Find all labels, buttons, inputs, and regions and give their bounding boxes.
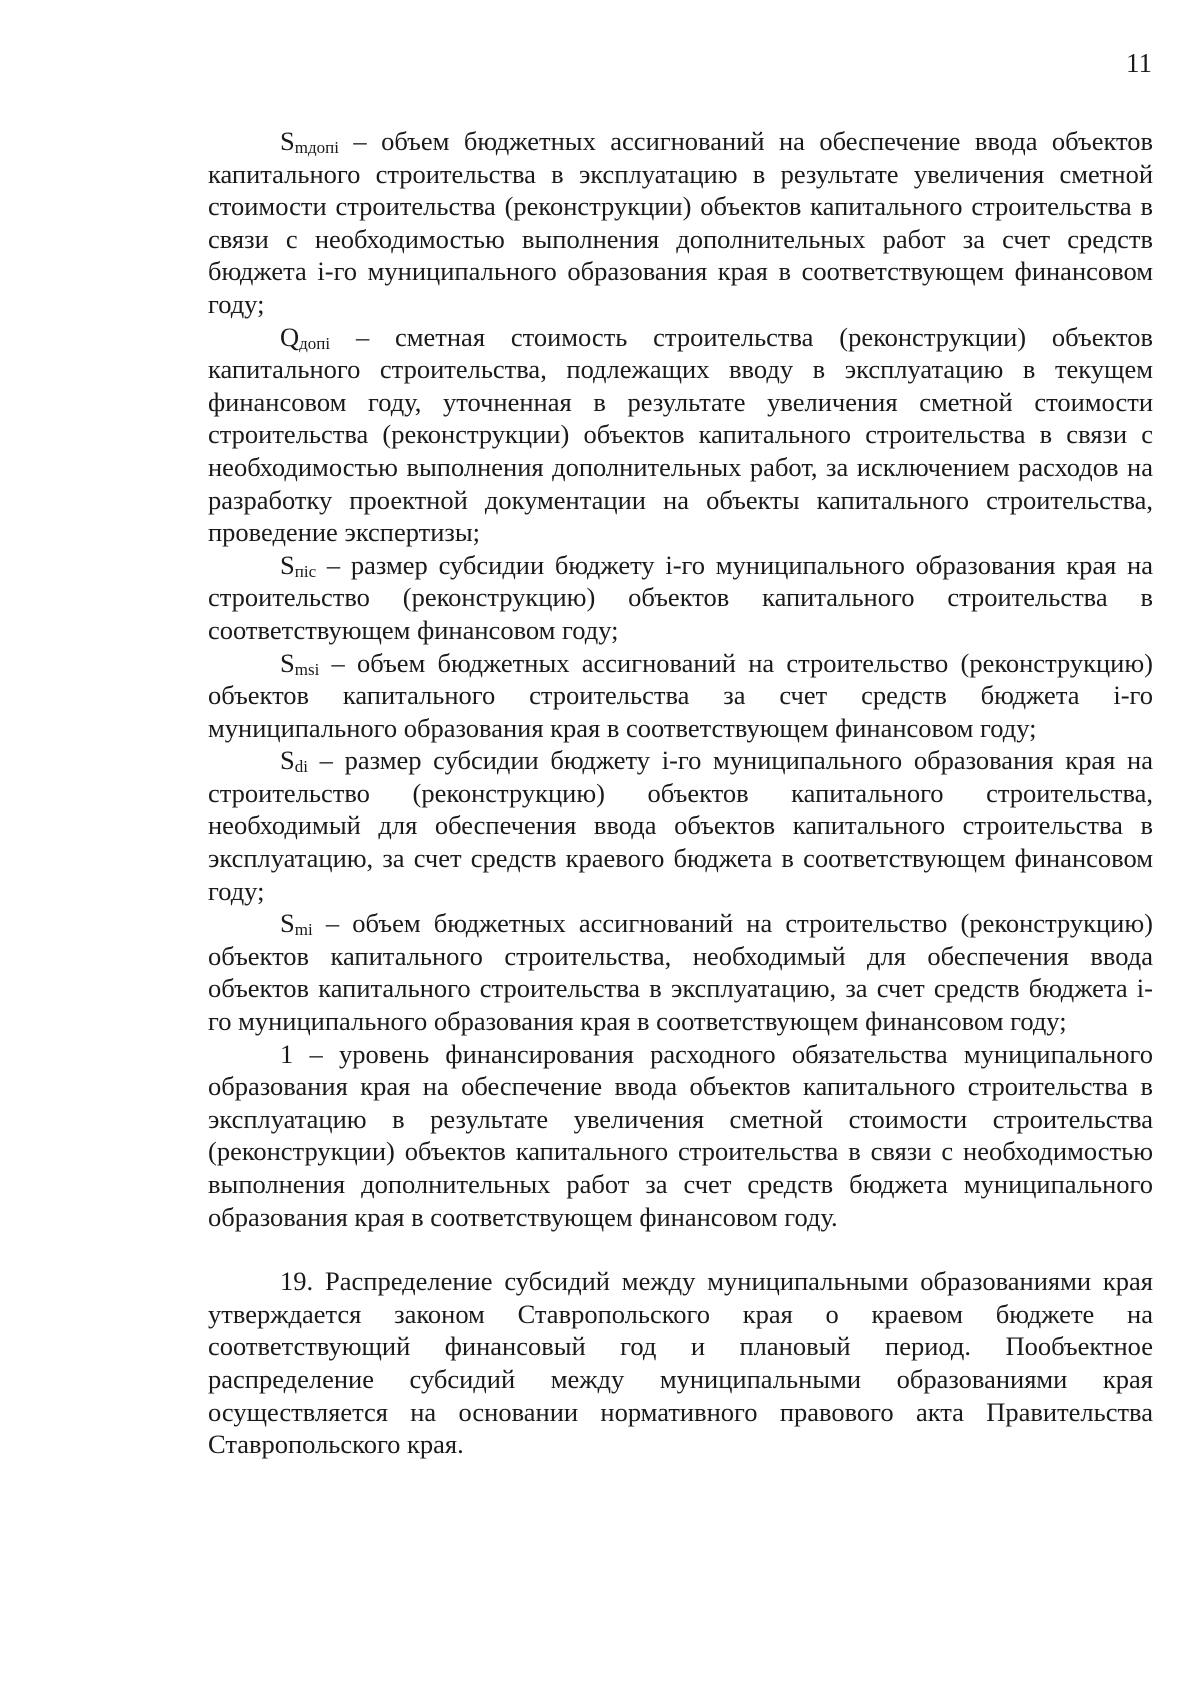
variable-symbol: S: [280, 745, 295, 776]
definition-paragraph-smi: [208, 907, 1153, 1037]
variable-symbol: Q: [280, 321, 300, 352]
variable-subscript: допi: [299, 333, 331, 353]
definition-paragraph-sdi: [208, 744, 1153, 907]
variable-subscript: пic: [294, 561, 317, 581]
definition-paragraph-level: [208, 1038, 1153, 1234]
document-body: [208, 125, 1153, 1461]
definition-text: – объем бюджетных ассигнований на строительство (реконструкцию) объектов капитального строительства, необходимый для обеспечения ввода объектов капитального строительства в эксплуатацию, за счет средств бюджета i-го муниципального образования края в соответствующем финансовом году;: [208, 908, 1153, 1037]
variable-symbol: S: [280, 908, 295, 939]
definition-text: – объем бюджетных ассигнований на строительство (реконструкцию) объектов капитального строительства за счет средств бюджета i-го муниципального образования края в соответствующем финансовом году;: [208, 647, 1153, 743]
variable-symbol: S: [280, 549, 295, 580]
variable-subscript: msi: [294, 659, 320, 679]
definition-text: – размер субсидии бюджету i-го муниципального образования края на строительство (реконструкцию) объектов капитального строительства, необходимый для обеспечения ввода объектов капитального строительства в эксплуатацию, за счет средств краевого бюджета в соответствующем финансовом году;: [208, 745, 1153, 906]
definition-paragraph-spic: [208, 549, 1153, 647]
definition-text: – сметная стоимость строительства (реконструкции) объектов капитального строительства, подлежащих вводу в эксплуатацию в текущем финансовом году, уточненная в результате увеличения сметной стоимости строительства (реконструкции) объектов капитального строительства в связи с необходимостью выполнения дополнительных работ, за исключением расходов на разработку проектной документации на объекты капитального строительства, проведение экспертизы;: [208, 321, 1153, 548]
definition-paragraph-qdop: [208, 321, 1153, 549]
clause-19-paragraph: 19. Распределение субсидий между муниципальными образованиями края утверждается законом Ставропольского края о краевом бюджете на соответствующий финансовый год и плановый период. Пообъектное распределение субсидий между муниципальными образованиями края осуществляется на основании нормативного правового акта Правительства Ставропольского края.: [208, 1266, 1153, 1460]
variable-symbol: 1: [280, 1038, 294, 1069]
variable-subscript: di: [294, 757, 308, 777]
variable-symbol: S: [280, 126, 295, 156]
definition-paragraph-smdop: [208, 125, 1153, 321]
variable-symbol: S: [280, 647, 295, 678]
variable-subscript: mдопi: [294, 138, 339, 157]
variable-subscript: mi: [294, 920, 313, 940]
page-number: 11: [1126, 48, 1152, 78]
definition-text: – уровень финансирования расходного обязательства муниципального образования края на обеспечение ввода объектов капитального строительства в эксплуатацию в результате увеличения сметной стоимости строительства (реконструкции) объектов капитального строительства в связи с необходимостью выполнения дополнительных работ за счет средств бюджета муниципального образования края в соответствующем финансовом году.: [208, 1038, 1153, 1232]
definition-paragraph-smsi: [208, 647, 1153, 745]
definition-text: – объем бюджетных ассигнований на обеспечение ввода объектов капитального строительства в эксплуатацию в результате увеличения сметной стоимости строительства (реконструкции) объектов капитального строительства в связи с необходимостью выполнения дополнительных работ за счет средств бюджета i-го муниципального образования края в соответствующем финансовом году;: [208, 126, 1153, 319]
definition-text: – размер субсидии бюджету i-го муниципального образования края на строительство (реконструкцию) объектов капитального строительства в соответствующем финансовом году;: [208, 549, 1153, 645]
